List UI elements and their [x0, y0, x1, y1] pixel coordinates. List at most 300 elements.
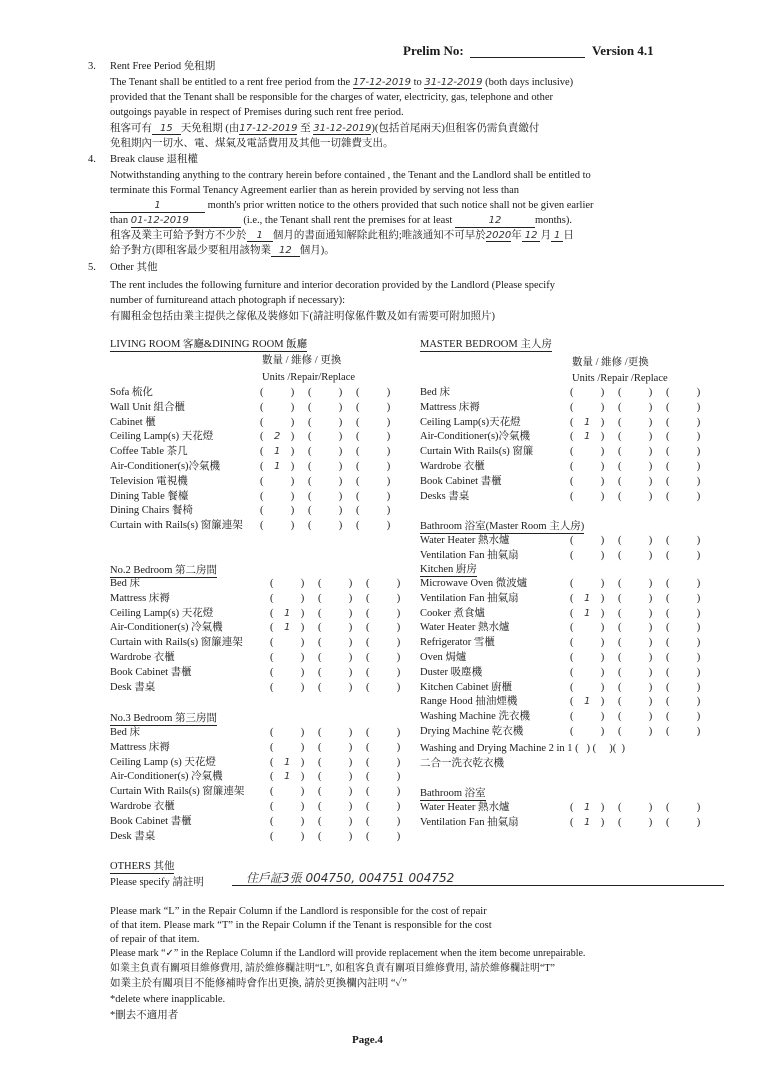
s4-line1: Notwithstanding anything to the contrary herein before contained , the Tenant and the Landlord shall be entitled to — [110, 170, 591, 181]
replace-field: ( ) — [356, 431, 391, 443]
s5-line2: number of furnitureand attach photograph if necessary): — [110, 295, 345, 306]
furniture-name: Desks 書桌 — [420, 490, 470, 502]
furniture-name: Ceiling Lamp(s) 天花燈 — [110, 431, 214, 443]
s5-chinese: 有關租金包括由業主提供之傢俬及裝修如下(請註明傢俬件數及如有需要可附加照片) — [110, 311, 495, 322]
section-title: Rent Free Period 免租期 — [110, 61, 216, 72]
note-line: Please mark “L” in the Repair Column if the Landlord is responsible for the cost of repair — [110, 906, 487, 917]
furniture-name: Air-Conditioner(s) 冷氣機 — [110, 771, 223, 783]
living-title: LIVING ROOM 客廳&DINING ROOM 飯廳 — [110, 339, 308, 350]
furniture-name: Mattress 床褥 — [420, 401, 480, 413]
furniture-row — [420, 695, 714, 710]
replace-field: ( ) — [366, 637, 401, 649]
repair-field: ( ) — [318, 607, 353, 619]
furniture-name: Ceiling Lamp (s) 天花燈 — [110, 756, 216, 768]
replace-field: ( ) — [666, 696, 701, 708]
furniture-name: Duster 吸塵機 — [420, 666, 483, 678]
units-field: ( ) — [570, 535, 605, 546]
units-field: ( 1 ) — [570, 696, 605, 708]
repair-field: ( ) — [618, 460, 653, 472]
replace-field: ( ) — [666, 416, 701, 428]
units-field: ( 1 ) — [260, 446, 295, 458]
repair-field: ( ) — [318, 666, 353, 678]
furniture-row — [420, 651, 714, 666]
furniture-row — [110, 386, 404, 401]
units-field: ( ) — [270, 830, 305, 842]
furniture-row — [420, 490, 714, 505]
units-field: ( 1 ) — [570, 416, 605, 428]
bath-title: Bathroom 浴室 — [420, 788, 486, 799]
replace-field: ( ) — [666, 446, 701, 458]
furniture-row — [110, 666, 414, 681]
s4-line3: 1 month's prior written notice to the others provided that such notice shall not be given earlier — [110, 199, 594, 213]
repair-field: ( ) — [618, 816, 653, 828]
bed3-item-list — [110, 726, 414, 844]
repair-field: ( ) — [318, 592, 353, 604]
furniture-row — [420, 621, 714, 636]
furniture-name: Ventilation Fan 抽氣扇 — [420, 592, 519, 604]
units-field: ( ) — [260, 520, 295, 532]
others-value: 住戶証3張 004750, 004751 004752 — [232, 872, 724, 886]
furniture-name: Coffee Table 茶几 — [110, 446, 188, 458]
living-header-cn: 數量 / 維修 / 更換 — [262, 355, 342, 366]
furniture-name: Refrigerator 雪櫃 — [420, 637, 495, 649]
repair-field: ( ) — [618, 592, 653, 604]
furniture-row — [110, 815, 414, 830]
furniture-name: Ceiling Lamp(s)天花燈 — [420, 416, 521, 428]
furniture-row — [110, 770, 414, 785]
furniture-row — [420, 475, 714, 490]
repair-field: ( ) — [618, 578, 653, 589]
s3-line3: outgoings payable in respect of Premises during such rent free period. — [110, 107, 404, 118]
units-field: ( ) — [570, 401, 605, 413]
units-field: ( ) — [260, 475, 295, 487]
replace-field: ( ) — [366, 622, 401, 634]
units-field: ( ) — [270, 666, 305, 678]
section-title: Other 其他 — [110, 262, 158, 273]
units-field: ( 1 ) — [270, 622, 305, 634]
repair-field: ( ) — [308, 490, 343, 502]
living-item-list — [110, 386, 404, 534]
furniture-row — [110, 416, 404, 431]
units-field: ( ) — [570, 622, 605, 634]
furniture-row — [110, 607, 414, 622]
replace-field: ( ) — [356, 490, 391, 502]
units-field: ( ) — [570, 460, 605, 472]
furniture-row — [420, 725, 714, 740]
furniture-name: Bed 床 — [110, 727, 141, 738]
replace-field: ( ) — [366, 651, 401, 663]
replace-field: ( ) — [666, 711, 701, 723]
units-field: ( ) — [270, 592, 305, 604]
washer-dryer-label: Washing and Drying Machine 2 in 1 ( ) ( )( ) — [420, 743, 626, 754]
page-number: Page.4 — [352, 1034, 383, 1046]
master-title: MASTER BEDROOM 主人房 — [420, 339, 552, 350]
repair-field: ( ) — [318, 771, 353, 783]
replace-field: ( ) — [356, 416, 391, 428]
furniture-row — [420, 666, 714, 681]
s3-line1: The Tenant shall be entitled to a rent free period from the 17-12-2019 to 31-12-2019 (both days inclusive) — [110, 77, 574, 88]
furniture-row — [110, 401, 404, 416]
furniture-row — [420, 681, 714, 696]
furniture-name: Curtain With Rails(s) 窗簾 — [420, 446, 534, 458]
units-field: ( 1 ) — [570, 816, 605, 828]
replace-field: ( ) — [666, 666, 701, 678]
units-field: ( ) — [270, 651, 305, 663]
master-header-en: Units /Repair /Replace — [572, 373, 668, 384]
repair-field: ( ) — [618, 802, 653, 813]
furniture-name: Drying Machine 乾衣機 — [420, 725, 524, 737]
furniture-name: Book Cabinet 書櫃 — [110, 815, 192, 827]
repair-field: ( ) — [618, 696, 653, 708]
furniture-row — [110, 651, 414, 666]
kitchen-item-list — [420, 577, 714, 740]
replace-field: ( ) — [366, 666, 401, 678]
repair-field: ( ) — [618, 622, 653, 634]
furniture-name: Television 電視機 — [110, 475, 188, 487]
s5-line1: The rent includes the following furniture and interior decoration provided by the Landlord (Please specify — [110, 280, 555, 291]
furniture-row — [110, 756, 414, 771]
units-field: ( ) — [270, 741, 305, 753]
repair-field: ( ) — [318, 727, 353, 738]
repair-field: ( ) — [308, 475, 343, 487]
units-field: ( ) — [270, 786, 305, 798]
repair-field: ( ) — [618, 681, 653, 693]
units-field: ( ) — [270, 637, 305, 649]
furniture-row — [420, 607, 714, 622]
furniture-name: Water Heater 熱水爐 — [420, 622, 510, 634]
replace-field: ( ) — [366, 681, 401, 693]
units-field: ( ) — [260, 416, 295, 428]
replace-field: ( ) — [356, 505, 391, 517]
replace-field: ( ) — [666, 431, 701, 443]
s3-line2: provided that the Tenant shall be responsible for the charges of water, electricity, gas, telephone and other — [110, 92, 553, 103]
living-header-en: Units /Repair/Replace — [262, 372, 356, 383]
repair-field: ( ) — [618, 651, 653, 663]
others-label: Please specify 請註明 — [110, 877, 204, 888]
repair-field: ( ) — [318, 786, 353, 798]
units-field: ( ) — [570, 387, 605, 398]
kitchen-title: Kitchen 廚房 — [420, 564, 477, 575]
furniture-name: Bed 床 — [420, 387, 451, 398]
master-header-cn: 數量 / 維修 /更換 — [572, 357, 649, 368]
replace-field: ( ) — [366, 756, 401, 768]
units-field: ( ) — [260, 387, 295, 398]
units-field: ( ) — [570, 681, 605, 693]
repair-field: ( ) — [308, 460, 343, 472]
repair-field: ( ) — [318, 800, 353, 812]
furniture-name: Cabinet 櫃 — [110, 416, 156, 428]
units-field: ( 1 ) — [260, 460, 295, 472]
furniture-name: Cooker 煮食爐 — [420, 607, 486, 619]
furniture-name: Mattress 床褥 — [110, 592, 170, 604]
replace-field: ( ) — [366, 786, 401, 798]
note-line: *刪去不適用者 — [110, 1010, 179, 1021]
s3-chinese1: 租客可有 15 天免租期 (由17-12-2019 至 31-12-2019)(包括首尾兩天)但租客仍需負責繳付 — [110, 123, 540, 134]
repair-field: ( ) — [308, 520, 343, 532]
s4-line2: terminate this Formal Tenancy Agreement earlier than as herein provided by serving not less than — [110, 185, 520, 196]
repair-field: ( ) — [318, 681, 353, 693]
prelim-blank — [470, 57, 585, 58]
replace-field: ( ) — [366, 607, 401, 619]
repair-field: ( ) — [618, 535, 653, 546]
furniture-row — [420, 710, 714, 725]
replace-field: ( ) — [356, 475, 391, 487]
repair-field: ( ) — [308, 401, 343, 413]
furniture-row — [110, 490, 404, 505]
units-field: ( 1 ) — [270, 771, 305, 783]
units-field: ( 1 ) — [570, 431, 605, 443]
repair-field: ( ) — [318, 830, 353, 842]
units-field: ( ) — [270, 681, 305, 693]
replace-field: ( ) — [366, 815, 401, 827]
master-item-list — [420, 386, 714, 504]
furniture-name: Water Heater 熱水爐 — [420, 802, 510, 813]
furniture-name: Air-Conditioner(s)冷氣機 — [420, 431, 531, 443]
replace-field: ( ) — [366, 592, 401, 604]
furniture-name: Desk 書桌 — [110, 681, 156, 693]
replace-field: ( ) — [356, 446, 391, 458]
furniture-name: Dining Chairs 餐椅 — [110, 505, 193, 517]
furniture-row — [420, 460, 714, 475]
units-field: ( 2 ) — [260, 431, 295, 443]
replace-field: ( ) — [366, 578, 401, 589]
replace-field: ( ) — [356, 460, 391, 472]
units-field: ( ) — [570, 490, 605, 502]
furniture-row — [420, 549, 714, 564]
note-line: *delete where inapplicable. — [110, 994, 226, 1005]
s3-chinese2: 免租期內一切水、電、煤氣及電話費用及其他一切雜費支出。 — [110, 138, 394, 149]
repair-field: ( ) — [318, 815, 353, 827]
repair-field: ( ) — [308, 505, 343, 517]
furniture-name: Washing Machine 洗衣機 — [420, 711, 530, 723]
replace-field: ( ) — [356, 520, 391, 532]
furniture-row — [420, 636, 714, 651]
furniture-row — [420, 445, 714, 460]
replace-field: ( ) — [666, 607, 701, 619]
furniture-name: Ventilation Fan 抽氣扇 — [420, 816, 519, 828]
units-field: ( 1 ) — [270, 607, 305, 619]
repair-field: ( ) — [318, 637, 353, 649]
replace-field: ( ) — [666, 681, 701, 693]
furniture-name: Microwave Oven 微波爐 — [420, 578, 528, 589]
replace-field: ( ) — [666, 637, 701, 649]
repair-field: ( ) — [318, 622, 353, 634]
units-field: ( ) — [270, 800, 305, 812]
units-field: ( ) — [260, 401, 295, 413]
note-line: 如業主負責有關項目維修費用, 請於維修欄註明“L”, 如租客負責有關項目維修費用, 請於維修欄註明“T” — [110, 963, 555, 974]
furniture-row — [420, 801, 714, 816]
repair-field: ( ) — [618, 725, 653, 737]
furniture-name: Oven 焗爐 — [420, 651, 467, 663]
furniture-name: Wardrobe 衣櫃 — [110, 651, 175, 663]
furniture-row — [110, 475, 404, 490]
furniture-name: Book Cabinet 書櫃 — [420, 475, 502, 487]
furniture-row — [110, 621, 414, 636]
furniture-name: Curtain With Rails(s) 窗簾連架 — [110, 786, 245, 798]
furniture-name: Book Cabinet 書櫃 — [110, 666, 192, 678]
furniture-row — [110, 445, 404, 460]
furniture-row — [420, 592, 714, 607]
units-field: ( ) — [570, 637, 605, 649]
note-line: Please mark “✓” in the Replace Column if the Landlord will provide replacement when the item become unrepairable. — [110, 948, 586, 959]
furniture-name: Wardrobe 衣櫃 — [420, 460, 485, 472]
furniture-row — [110, 504, 404, 519]
repair-field: ( ) — [618, 401, 653, 413]
others-title: OTHERS 其他 — [110, 861, 175, 872]
bath-item-list — [420, 801, 714, 831]
section-title: Break clause 退租權 — [110, 154, 199, 165]
washer-dryer-chinese: 二合一洗衣乾衣機 — [420, 758, 504, 769]
repair-field: ( ) — [618, 475, 653, 487]
replace-field: ( ) — [366, 800, 401, 812]
note-line: 如業主於有關項目不能修補時會作出更換, 請於更換欄內註明 “✓” — [110, 978, 407, 989]
repair-field: ( ) — [618, 607, 653, 619]
units-field: ( ) — [570, 475, 605, 487]
furniture-name: Kitchen Cabinet 廚櫃 — [420, 681, 513, 693]
repair-field: ( ) — [618, 711, 653, 723]
units-field: ( ) — [260, 490, 295, 502]
furniture-row — [420, 816, 714, 831]
furniture-row — [110, 741, 414, 756]
units-field: ( ) — [570, 725, 605, 737]
furniture-name: Ventilation Fan 抽氣扇 — [420, 549, 519, 561]
repair-field: ( ) — [618, 490, 653, 502]
furniture-name: Range Hood 抽油煙機 — [420, 696, 518, 708]
replace-field: ( ) — [666, 622, 701, 634]
bed3-title: No.3 Bedroom 第三房間 — [110, 713, 218, 724]
s4-line4: than 01-12-2019 (i.e., the Tenant shall rent the premises for at least 12 months). — [110, 215, 573, 226]
furniture-row — [110, 592, 414, 607]
replace-field: ( ) — [666, 401, 701, 413]
units-field: ( ) — [570, 549, 605, 561]
replace-field: ( ) — [666, 460, 701, 472]
repair-field: ( ) — [318, 578, 353, 589]
furniture-row — [110, 830, 414, 845]
note-line: of that item. Please mark “T” in the Repair Column if the Tenant is responsible for the cost — [110, 920, 492, 931]
furniture-name: Dining Table 餐檯 — [110, 490, 189, 502]
units-field: ( ) — [570, 446, 605, 458]
furniture-row — [110, 681, 414, 696]
replace-field: ( ) — [666, 549, 701, 561]
s4-chinese1: 租客及業主可給予對方不少於 1 個月的書面通知解除此租約;唯該通知不可早於2020年 12 月 1 日 — [110, 230, 574, 241]
furniture-name: Air-Conditioner(s)冷氣機 — [110, 460, 221, 472]
replace-field: ( ) — [666, 651, 701, 663]
furniture-name: Bed 床 — [110, 578, 141, 589]
furniture-row — [110, 577, 414, 592]
furniture-row — [110, 519, 404, 534]
furniture-row — [110, 800, 414, 815]
units-field: ( ) — [270, 815, 305, 827]
repair-field: ( ) — [618, 637, 653, 649]
bed2-title: No.2 Bedroom 第二房間 — [110, 565, 218, 576]
furniture-name: Curtain with Rails(s) 窗簾連架 — [110, 520, 243, 532]
replace-field: ( ) — [366, 830, 401, 842]
replace-field: ( ) — [666, 490, 701, 502]
units-field: ( ) — [270, 578, 305, 589]
s4-chinese2: 給予對方(即租客最少要租用該物業 12 個月)。 — [110, 245, 335, 256]
section-number: 5. — [88, 262, 96, 273]
version-label: Version 4.1 — [592, 43, 654, 58]
section-number: 3. — [88, 61, 96, 72]
repair-field: ( ) — [618, 431, 653, 443]
units-field: ( ) — [570, 666, 605, 678]
furniture-row — [110, 430, 404, 445]
replace-field: ( ) — [666, 387, 701, 398]
repair-field: ( ) — [618, 446, 653, 458]
repair-field: ( ) — [308, 416, 343, 428]
furniture-row — [420, 430, 714, 445]
units-field: ( ) — [260, 505, 295, 517]
bed2-item-list — [110, 577, 414, 695]
note-line: of repair of that item. — [110, 934, 200, 945]
furniture-row — [110, 636, 414, 651]
furniture-row — [420, 534, 714, 549]
furniture-name: Wall Unit 組合櫃 — [110, 401, 185, 413]
furniture-name: Ceiling Lamp(s) 天花燈 — [110, 607, 214, 619]
replace-field: ( ) — [366, 771, 401, 783]
furniture-name: Mattress 床褥 — [110, 741, 170, 753]
units-field: ( ) — [270, 727, 305, 738]
replace-field: ( ) — [666, 578, 701, 589]
furniture-name: Wardrobe 衣櫃 — [110, 800, 175, 812]
furniture-row — [420, 577, 714, 592]
prelim-label: Prelim No: — [403, 43, 464, 58]
units-field: ( ) — [570, 711, 605, 723]
mbath-item-list — [420, 534, 714, 564]
repair-field: ( ) — [618, 666, 653, 678]
repair-field: ( ) — [318, 756, 353, 768]
units-field: ( ) — [570, 578, 605, 589]
repair-field: ( ) — [618, 416, 653, 428]
repair-field: ( ) — [308, 431, 343, 443]
replace-field: ( ) — [666, 725, 701, 737]
units-field: ( ) — [570, 651, 605, 663]
furniture-name: Water Heater 熱水爐 — [420, 535, 510, 546]
furniture-name: Sofa 梳化 — [110, 387, 153, 398]
furniture-row — [420, 401, 714, 416]
replace-field: ( ) — [666, 592, 701, 604]
repair-field: ( ) — [618, 387, 653, 398]
furniture-row — [110, 726, 414, 741]
replace-field: ( ) — [356, 387, 391, 398]
units-field: ( 1 ) — [570, 592, 605, 604]
mbath-title: Bathroom 浴室(Master Room 主人房) — [420, 521, 585, 532]
furniture-row — [110, 785, 414, 800]
units-field: ( 1 ) — [570, 802, 605, 813]
furniture-name: Desk 書桌 — [110, 830, 156, 842]
furniture-name: Curtain with Rails(s) 窗簾連架 — [110, 637, 243, 649]
furniture-row — [420, 416, 714, 431]
units-field: ( 1 ) — [570, 607, 605, 619]
replace-field: ( ) — [356, 401, 391, 413]
furniture-row — [420, 386, 714, 401]
replace-field: ( ) — [666, 475, 701, 487]
furniture-name: Air-Conditioner(s) 冷氣機 — [110, 622, 223, 634]
replace-field: ( ) — [666, 802, 701, 813]
units-field: ( 1 ) — [270, 756, 305, 768]
replace-field: ( ) — [666, 535, 701, 546]
repair-field: ( ) — [318, 651, 353, 663]
replace-field: ( ) — [366, 727, 401, 738]
section-number: 4. — [88, 154, 96, 165]
repair-field: ( ) — [618, 549, 653, 561]
repair-field: ( ) — [308, 446, 343, 458]
replace-field: ( ) — [666, 816, 701, 828]
furniture-row — [110, 460, 404, 475]
repair-field: ( ) — [308, 387, 343, 398]
repair-field: ( ) — [318, 741, 353, 753]
replace-field: ( ) — [366, 741, 401, 753]
